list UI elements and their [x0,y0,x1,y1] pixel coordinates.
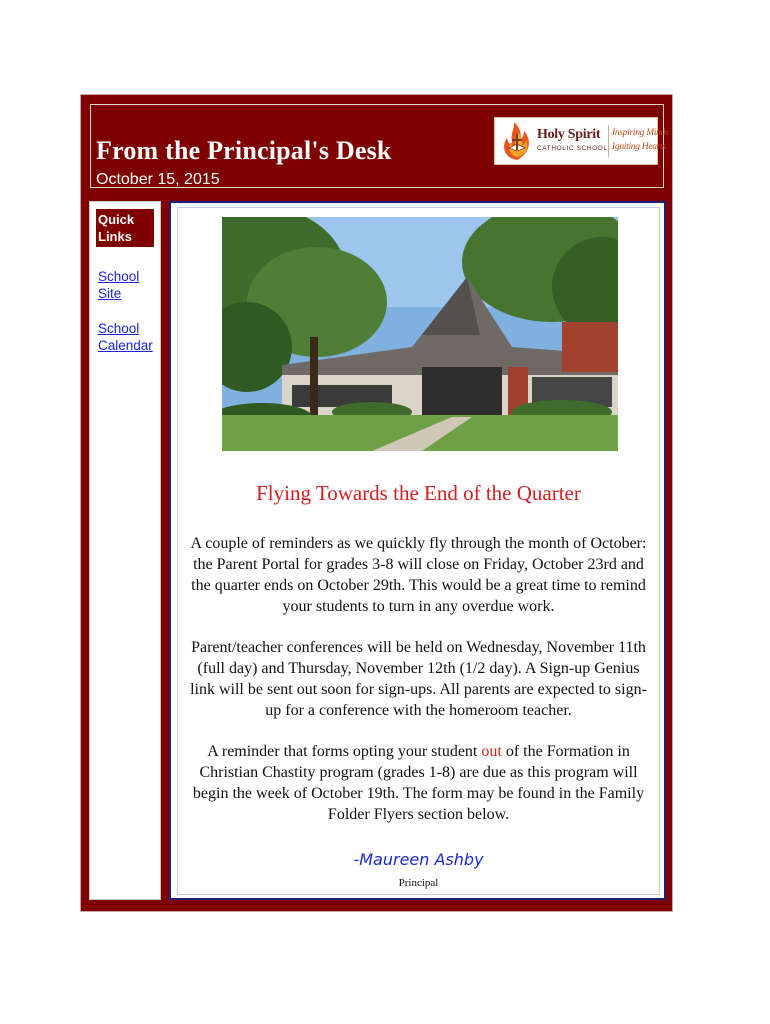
school-building-photo [222,217,618,451]
article-paragraph-2: Parent/teacher conferences will be held on Wednesday, November 11th (full day) and Thursday, November 12th (1/2 day). A Sign-up Genius link will be sent out soon for sign-ups. All parents are expected to sign-up for a conference with the homeroom teacher. [190,639,647,719]
article-paragraph-3 [186,741,651,825]
paragraph-3-tail: of the Formation in Christian Chastity program (grades 1-8) are due as this program will begin the week of October 19th. The form may be found in the Family Folder Flyers section below. [192,743,645,823]
school-logo [494,117,669,165]
article-container [177,207,660,895]
article-paragraph-1: A couple of reminders as we quickly fly through the month of October: the Parent Portal for grades 3-8 will close on Friday, October 23rd and the quarter ends on October 29th. This would be a great time to remind your students to turn in any overdue work. [190,535,647,615]
school-site-link[interactable]: School Site [98,269,140,301]
signature: -Maureen Ashby [353,850,484,869]
logo-school-type: CATHOLIC SCHOOL [537,145,608,152]
signature-title: Principal [398,877,439,889]
logo-divider [608,125,609,157]
logo-tagline-1: Inspiring Minds [612,128,669,138]
article-heading: Flying Towards the End of the Quarter [256,481,581,505]
highlight-word-out: out [481,743,502,760]
school-calendar-link[interactable]: School Calendar [98,321,153,353]
page-title: From the Principal's Desk [96,136,392,165]
quick-links-sidebar [89,201,161,900]
main-content-panel [169,201,666,900]
logo-school-name: Holy Spirit [537,127,601,142]
logo-tagline-2: Igniting Hearts [612,142,666,152]
paragraph-3-lead: A reminder that forms opting your student [207,743,482,760]
issue-date: October 15, 2015 [96,171,220,188]
flame-dove-icon [498,120,536,162]
newsletter-header [90,104,669,188]
quick-links-heading: Quick Links [96,209,154,247]
